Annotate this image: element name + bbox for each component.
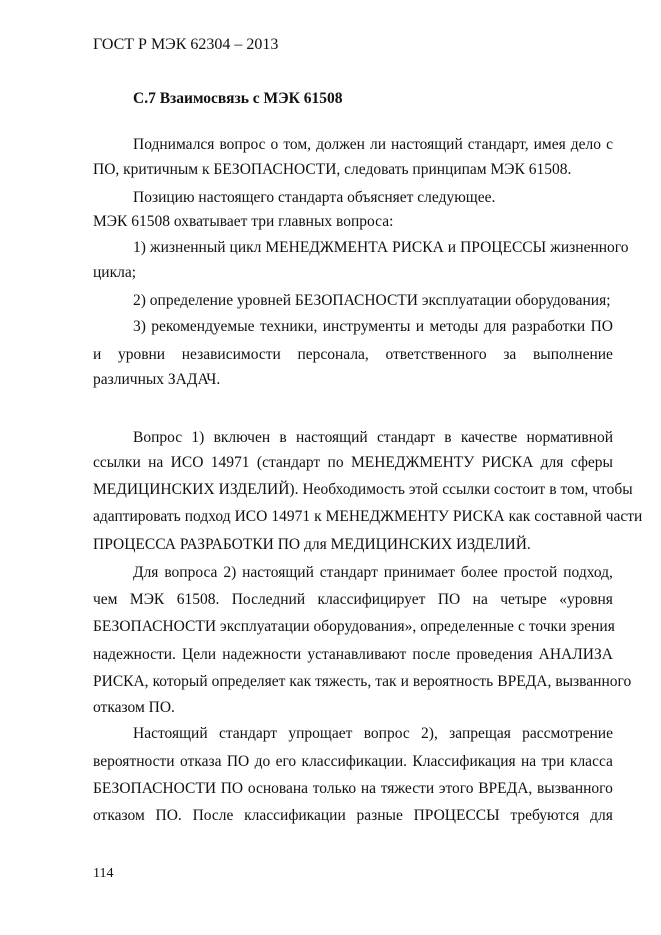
word: только — [312, 780, 357, 797]
text-line — [133, 563, 613, 583]
word: ПРОЦЕССЫ — [413, 807, 500, 824]
word: так — [375, 673, 397, 690]
word: Поднимался — [133, 136, 215, 153]
word: упрощает — [288, 725, 353, 742]
word: на — [148, 454, 164, 471]
word: в — [549, 481, 557, 498]
word: классификации. — [301, 753, 408, 770]
word: «уровня — [559, 591, 613, 608]
word: РИСКА — [452, 508, 505, 525]
word: для — [590, 807, 613, 824]
text-line — [93, 806, 613, 826]
word: до — [254, 753, 271, 770]
word: настоящий — [391, 136, 463, 153]
word: вопрос — [219, 136, 266, 153]
word: этого — [438, 780, 474, 797]
word: разработки — [511, 318, 586, 335]
text-line — [133, 317, 613, 337]
word: после — [412, 646, 451, 663]
word: о — [270, 136, 279, 153]
word: техники, — [259, 318, 318, 335]
word: Настоящий — [133, 725, 208, 742]
word: Для — [133, 564, 159, 581]
word: Последний — [231, 591, 306, 608]
word: класса — [569, 753, 613, 770]
word: 1) — [191, 429, 205, 446]
word: более — [460, 564, 498, 581]
word: жизненного — [550, 239, 629, 256]
word: отказа — [179, 753, 222, 770]
word: стандарт — [218, 725, 278, 742]
word: подход — [184, 508, 231, 525]
word: принимает — [383, 564, 455, 581]
text-line: Позицию настоящего стандарта объясняет следующее. — [133, 189, 496, 206]
word: проведения — [456, 646, 533, 663]
word: его — [275, 753, 297, 770]
word: запрещая — [449, 725, 511, 742]
word: определенные — [420, 618, 514, 635]
word: ПО — [220, 780, 244, 797]
word: ссылки — [442, 481, 490, 498]
word: имея — [533, 136, 566, 153]
word: МЕНЕДЖМЕНТУ — [350, 454, 475, 471]
document-header: ГОСТ Р МЭК 62304 – 2013 — [93, 36, 279, 53]
word: методы — [429, 318, 479, 335]
word: ПО. — [155, 807, 182, 824]
word: чтобы — [592, 481, 633, 498]
word: РИСКА — [392, 239, 444, 256]
word: рекомендуемые — [151, 318, 255, 335]
word: оборудования», — [313, 618, 417, 635]
word: разные — [356, 807, 403, 824]
word: нормативной — [526, 429, 613, 446]
word: настоящий — [242, 564, 314, 581]
text-line — [93, 480, 633, 500]
word: стандарт — [319, 564, 378, 581]
word: ПО — [226, 753, 250, 770]
word: независимости — [181, 346, 281, 363]
word: рассмотрение — [522, 725, 613, 742]
word: ответственного — [385, 346, 487, 363]
word: классификации — [244, 807, 346, 824]
text-line: отказом ПО. — [93, 699, 175, 716]
word: отказом — [93, 807, 145, 824]
word: простой — [503, 564, 558, 581]
word: том, — [560, 481, 589, 498]
word: ссылки — [93, 454, 141, 471]
word: настоящий — [295, 429, 368, 446]
word: составной — [534, 508, 602, 525]
text-line — [93, 645, 613, 665]
word: стандарт, — [467, 136, 529, 153]
word: вероятность — [412, 673, 494, 690]
word: МЕДИЦИНСКИХ — [93, 481, 215, 498]
text-line — [93, 672, 632, 692]
word: инструменты — [322, 318, 411, 335]
word: в — [444, 429, 452, 446]
text-line — [93, 345, 613, 365]
word: После — [192, 807, 234, 824]
word: и — [93, 346, 102, 363]
text-line: 2) определение уровней БЕЗОПАСНОСТИ эксплуатации оборудования; — [133, 292, 611, 309]
word: тяжести — [380, 780, 435, 797]
text-line: МЭК 61508 охватывает три главных вопроса: — [93, 213, 394, 230]
word: 14971 — [271, 508, 311, 525]
word: для — [540, 454, 564, 471]
word: надежности. — [93, 646, 176, 663]
word: ПРОЦЕССЫ — [460, 239, 547, 256]
word: ВРЕДА, — [497, 673, 552, 690]
word: за — [503, 346, 517, 363]
word: точки — [528, 618, 567, 635]
word: жизненный — [149, 239, 226, 256]
word: этой — [408, 481, 439, 498]
word: Цели — [182, 646, 217, 663]
word: 2), — [421, 725, 438, 742]
word: четыре — [500, 591, 547, 608]
word: вызванного — [555, 673, 632, 690]
text-line — [133, 724, 613, 744]
word: на — [521, 753, 537, 770]
word: на — [472, 591, 488, 608]
word: зрения — [570, 618, 615, 635]
word: Классификация — [412, 753, 516, 770]
word: подход, — [563, 564, 613, 581]
word: качестве — [460, 429, 518, 446]
word: МЕНЕДЖМЕНТА — [265, 239, 389, 256]
word: три — [541, 753, 565, 770]
word: ПО — [437, 591, 461, 608]
word: эксплуатации — [220, 618, 310, 635]
word: к — [314, 508, 322, 525]
word: вопрос — [363, 725, 410, 742]
text-line: цикла; — [93, 264, 137, 281]
word: выполнение — [532, 346, 613, 363]
word: чем — [93, 591, 118, 608]
word: персонала, — [297, 346, 369, 363]
word: ВРЕДА, — [478, 780, 533, 797]
text-line: ПО, критичным к БЕЗОПАСНОСТИ, следовать принципам МЭК 61508. — [93, 161, 572, 178]
word: РИСКА — [481, 454, 534, 471]
text-line — [93, 507, 643, 527]
word: основана — [247, 780, 309, 797]
word: по — [327, 454, 344, 471]
word: БЕЗОПАСНОСТИ — [93, 780, 217, 797]
word: как — [289, 673, 312, 690]
text-line — [133, 135, 613, 155]
word: состоит — [493, 481, 546, 498]
word: том, — [283, 136, 312, 153]
word: АНАЛИЗА — [538, 646, 613, 663]
word: и — [447, 239, 457, 256]
word: и — [400, 673, 409, 690]
text-line — [93, 617, 613, 637]
word: на — [360, 780, 377, 797]
text-line — [133, 238, 629, 258]
text-line — [93, 590, 613, 610]
word: ИСО — [170, 454, 204, 471]
word: в — [279, 429, 287, 446]
word: вопроса — [164, 564, 218, 581]
word: Необходимость — [302, 481, 405, 498]
word: вероятности — [93, 753, 175, 770]
page-number: 114 — [93, 866, 114, 881]
word: 1) — [133, 239, 146, 256]
word: БЕЗОПАСНОСТИ — [93, 618, 217, 635]
text-line — [133, 428, 613, 448]
word: с — [517, 618, 525, 635]
word: дело — [570, 136, 602, 153]
word: требуются — [510, 807, 580, 824]
word: который — [152, 673, 208, 690]
word: устанавливают — [307, 646, 407, 663]
word: сферы — [570, 454, 613, 471]
word: с — [606, 136, 613, 153]
word: и — [415, 318, 425, 335]
word: МЕНЕДЖМЕНТУ — [325, 508, 449, 525]
word: Вопрос — [133, 429, 183, 446]
word: 61508. — [176, 591, 220, 608]
word: тяжесть, — [315, 673, 372, 690]
word: как — [508, 508, 531, 525]
word: для — [483, 318, 507, 335]
word: должен — [316, 136, 365, 153]
word: РИСКА, — [93, 673, 149, 690]
text-line: различных ЗАДАЧ. — [93, 371, 221, 388]
word: определяет — [211, 673, 286, 690]
text-line — [93, 453, 613, 473]
word: 3) — [133, 318, 146, 335]
word: МЭК — [129, 591, 165, 608]
word: части — [605, 508, 643, 525]
word: адаптировать — [93, 508, 181, 525]
section-heading: С.7 Взаимосвязь с МЭК 61508 — [133, 90, 343, 107]
text-line — [93, 779, 613, 799]
word: цикл — [229, 239, 262, 256]
text-line — [93, 752, 613, 772]
word: ПО — [590, 318, 613, 335]
word: надежности — [222, 646, 302, 663]
word: ИСО — [234, 508, 268, 525]
word: вызванного — [536, 780, 613, 797]
word: 14971 — [210, 454, 250, 471]
word: классифицирует — [317, 591, 426, 608]
word: ИЗДЕЛИЙ). — [218, 481, 299, 498]
word: стандарт — [376, 429, 436, 446]
text-line: ПРОЦЕССА РАЗРАБОТКИ ПО для МЕДИЦИНСКИХ ИЗДЕЛИЙ. — [93, 536, 531, 553]
word: включен — [213, 429, 271, 446]
word: ли — [369, 136, 386, 153]
word: 2) — [223, 564, 237, 581]
word: (стандарт — [256, 454, 321, 471]
word: уровни — [117, 346, 166, 363]
